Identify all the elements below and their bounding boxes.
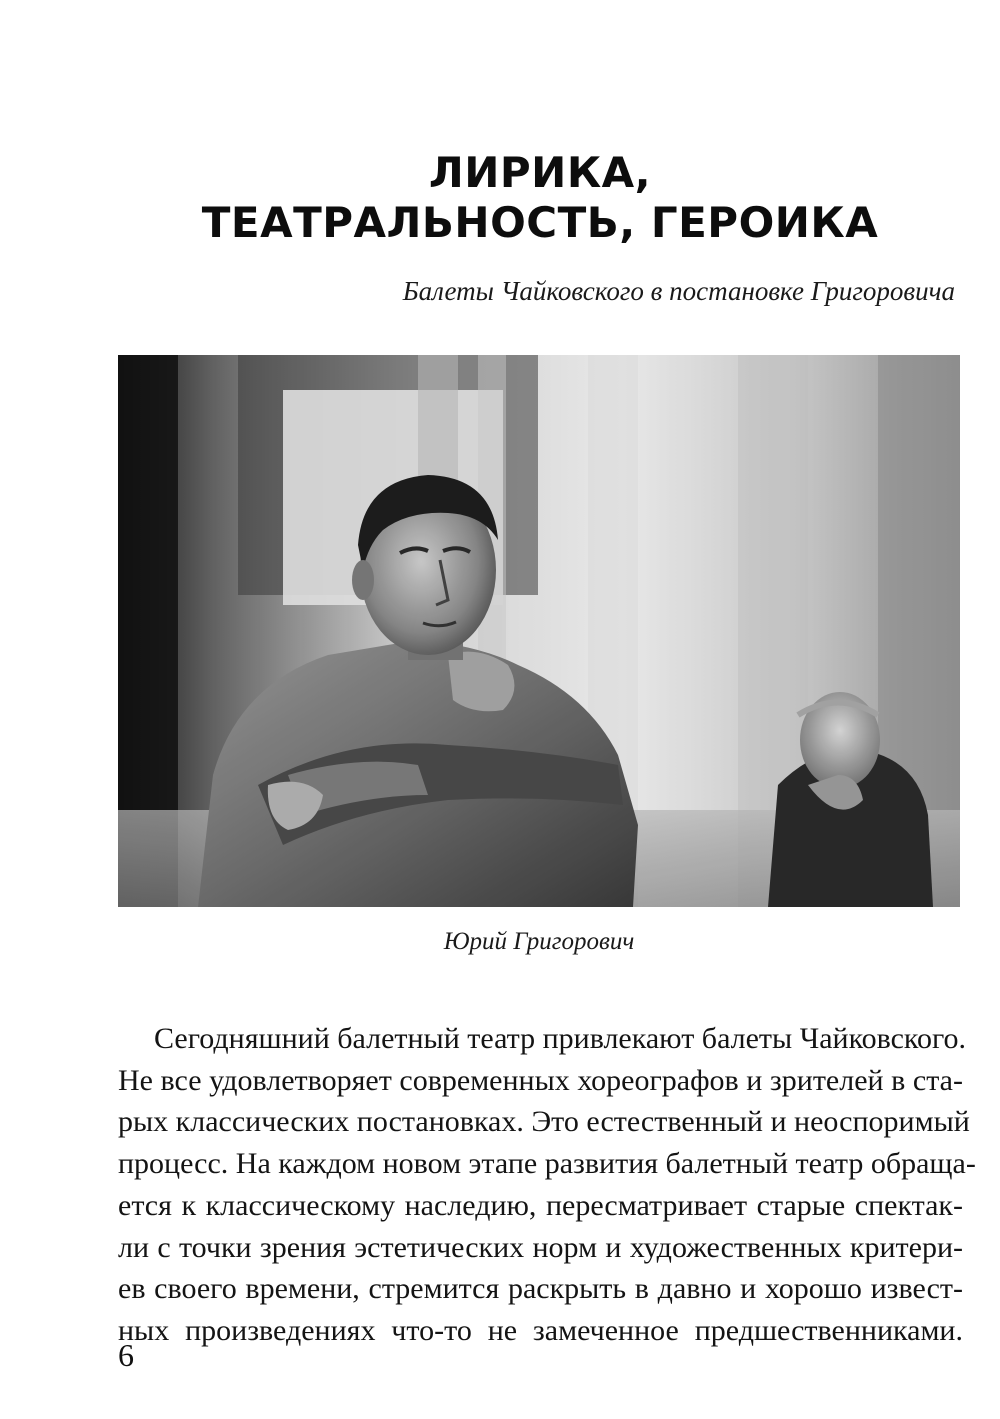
body-line: Сегодняшний балетный театр привлекают балеты Чайковского. xyxy=(154,1022,967,1055)
body-line: рых классических постановках. Это естественный и неоспоримый xyxy=(118,1105,970,1139)
photo-caption: Юрий Григорович xyxy=(443,928,635,955)
chapter-title-line-1: ЛИРИКА, xyxy=(428,148,652,197)
body-line: ев своего времени, стремится раскрыть в давно и хорошо извест- xyxy=(118,1272,963,1306)
chapter-title xyxy=(0,148,1000,248)
body-line: ли с точки зрения эстетических норм и художественных критери- xyxy=(118,1230,963,1264)
body-line: ных произведениях что-то не замеченное предшественниками. xyxy=(118,1313,963,1347)
chapter-subtitle: Балеты Чайковского в постановке Григоровича xyxy=(402,276,955,306)
body-line: Не все удовлетворяет современных хореографов и зрителей в ста- xyxy=(118,1063,963,1097)
portrait-photo xyxy=(118,355,960,907)
chapter-title-line-2: ТЕАТРАЛЬНОСТЬ, ГЕРОИКА xyxy=(201,198,879,247)
portrait-photo-drawing xyxy=(118,355,960,907)
body-line: ется к классическому наследию, пересматривает старые спектак- xyxy=(118,1188,963,1222)
body-line: процесс. На каждом новом этапе развития балетный театр обраща- xyxy=(118,1147,976,1181)
page-number: 6 xyxy=(118,1337,134,1373)
body-paragraph xyxy=(118,1018,976,1352)
